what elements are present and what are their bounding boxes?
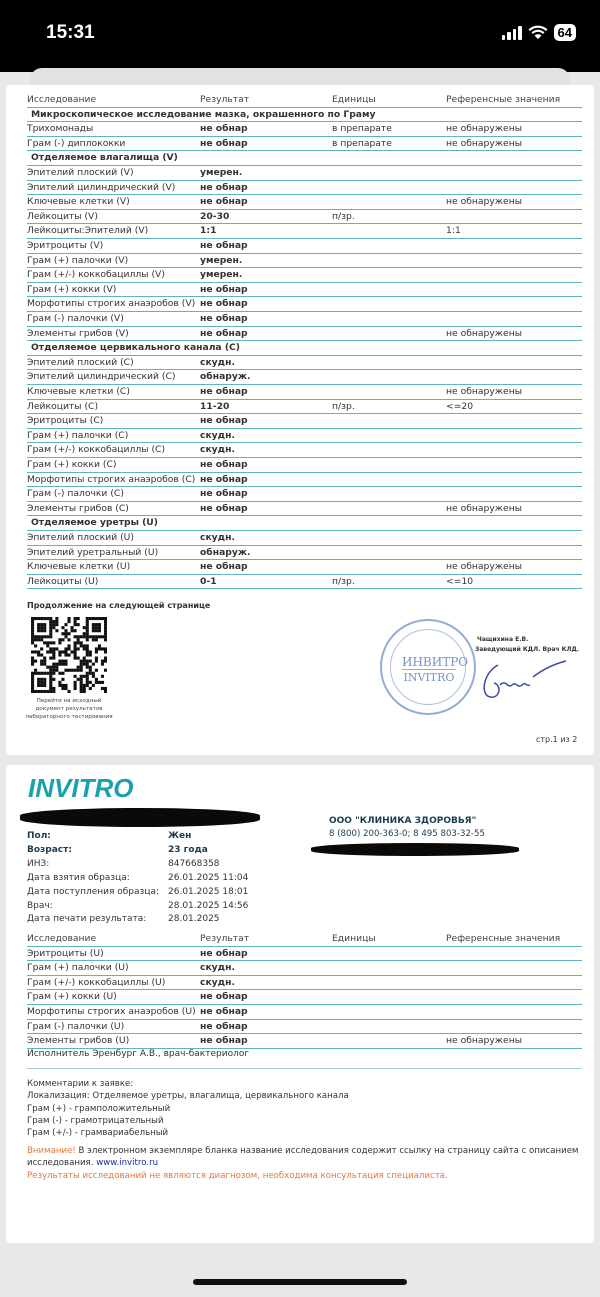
cell: скудн.: [200, 429, 235, 441]
cell: не обнар: [200, 181, 248, 193]
table-row: [27, 181, 582, 196]
comment-line: Комментарии к заявке:: [27, 1079, 134, 1089]
cell: Эпителий плоский (C): [27, 356, 134, 368]
table-header: [27, 932, 582, 947]
info-label: Возраст:: [27, 844, 72, 855]
cell: скудн.: [200, 356, 235, 368]
cell: не обнар: [200, 561, 248, 573]
cell: Грам (+) кокки (U): [27, 991, 117, 1003]
executor: Исполнитель Эренбург А.В., врач-бактериолог: [27, 1049, 250, 1059]
cell: 11-20: [200, 400, 230, 412]
cell: не обнар: [200, 459, 248, 470]
clinic-phone: 8 (800) 200-363-0; 8 495 803-32-55: [329, 829, 485, 839]
cell: Отделяемое цервикального канала (C): [31, 342, 240, 354]
table-row: [27, 122, 582, 137]
continued-note: Продолжение на следующей странице: [27, 601, 211, 610]
table-row: [27, 575, 582, 590]
cell: скудн.: [200, 444, 235, 456]
cell: не обнаружены: [446, 386, 522, 397]
disclaimer: Результаты исследований не являются диагнозом, необходима консультация специалиста.: [27, 1170, 448, 1181]
table-row: [27, 239, 582, 254]
page-number: стр.1 из 2: [536, 735, 578, 744]
cell: скудн.: [200, 962, 235, 974]
cell: Грам (+/-) коккобациллы (U): [27, 976, 166, 988]
info-label: Дата поступления образца:: [27, 886, 159, 897]
warning-label: Внимание!: [27, 1146, 76, 1156]
cell: Лейкоциты (U): [27, 575, 99, 587]
section-row: [27, 151, 582, 166]
cell: Единицы: [332, 933, 376, 944]
table-row: [27, 502, 582, 517]
cell: Отделяемое уретры (U): [31, 517, 158, 529]
clock: 15:31: [46, 22, 95, 43]
cell: Трихомонады: [27, 123, 94, 135]
info-value: 26.01.2025 11:04: [168, 872, 249, 883]
cell: <=20: [446, 400, 474, 412]
table-row: [27, 1034, 582, 1049]
cell: не обнар: [200, 137, 248, 149]
stamp: ИНВИТРО INVITRO: [380, 619, 476, 715]
cell: Результат: [200, 94, 250, 105]
cell: не обнар: [200, 488, 248, 500]
cell: 0-1: [200, 575, 217, 587]
table-row: [27, 1005, 582, 1020]
wifi-icon: [528, 25, 548, 40]
cell: Ключевые клетки (U): [27, 561, 131, 573]
comment-line: Грам (-) - грамотрицательный: [27, 1115, 164, 1126]
signature: [478, 655, 568, 705]
cell: Грам (+) кокки (C): [27, 459, 117, 470]
cell: Грам (-) палочки (U): [27, 1020, 125, 1032]
table-row: [27, 370, 582, 385]
table-row: [27, 166, 582, 181]
clinic-name: ООО "КЛИНИКА ЗДОРОВЬЯ": [329, 816, 477, 826]
cell: не обнаружены: [446, 137, 522, 149]
section-row: [27, 341, 582, 356]
cell: 1:1: [446, 225, 461, 237]
table-row: [27, 327, 582, 342]
cell: не обнар: [200, 313, 248, 324]
cell: Микроскопическое исследование мазка, окрашенного по Граму: [31, 108, 376, 120]
page-1: [6, 85, 594, 755]
table-header: [27, 93, 582, 108]
cell: Грам (+) палочки (V): [27, 254, 129, 266]
table-row: [27, 429, 582, 444]
page-2: [6, 765, 594, 1243]
cell: Ключевые клетки (C): [27, 386, 130, 397]
cell: не обнар: [200, 123, 248, 135]
info-value: 23 года: [168, 844, 208, 855]
cell: Результат: [200, 933, 250, 944]
info-value: 847668358: [168, 858, 220, 869]
cell: п/зр.: [332, 400, 355, 412]
table-row: [27, 976, 582, 991]
cell: Эритроциты (C): [27, 415, 104, 427]
cell: Лейкоциты:Эпителий (V): [27, 225, 149, 237]
cell: Эпителий уретральный (U): [27, 546, 159, 558]
cell: Элементы грибов (U): [27, 1035, 130, 1047]
redaction: [20, 808, 260, 827]
cell: Эритроциты (V): [27, 240, 104, 251]
cell: 20-30: [200, 210, 230, 222]
cell: не обнаружены: [446, 1035, 522, 1047]
cell: скудн.: [200, 532, 235, 543]
status-bar: [0, 0, 600, 72]
info-label: Дата печати результата:: [27, 914, 147, 925]
cell: Грам (-) диплококки: [27, 137, 126, 149]
cell: умерен.: [200, 269, 243, 281]
table-row: [27, 414, 582, 429]
cell: в препарате: [332, 123, 392, 135]
cell: п/зр.: [332, 575, 355, 587]
comment-line: Локализация: Отделяемое уретры, влагалища, цервикального канала: [27, 1091, 349, 1102]
info-value: 28.01.2025: [168, 914, 220, 925]
table-row: [27, 443, 582, 458]
signal-icon: [502, 25, 522, 40]
cell: Морфотипы строгих анаэробов (C): [27, 473, 196, 485]
table-row: [27, 546, 582, 561]
table-row: [27, 531, 582, 546]
invitro-link[interactable]: www.invitro.ru: [96, 1158, 159, 1169]
info-value: 26.01.2025 18:01: [168, 886, 249, 897]
table-row: [27, 473, 582, 488]
info-label: ИНЗ:: [27, 858, 50, 869]
cell: не обнаружены: [446, 196, 522, 208]
battery-icon: 64: [554, 24, 576, 41]
home-indicator[interactable]: [193, 1279, 407, 1285]
table-row: [27, 224, 582, 239]
cell: не обнар: [200, 327, 248, 339]
cell: не обнар: [200, 991, 248, 1003]
warning-text-2: исследования.: [27, 1158, 97, 1169]
cell: Эритроциты (U): [27, 947, 104, 959]
info-value: 28.01.2025 14:56: [168, 900, 249, 911]
cell: Лейкоциты (V): [27, 210, 98, 222]
cell: <=10: [446, 575, 474, 587]
cell: не обнар: [200, 386, 248, 397]
qr-caption: лабораторного тестирования: [25, 714, 113, 720]
invitro-logo: INVITRO: [28, 773, 134, 803]
cell: Эпителий плоский (U): [27, 532, 134, 543]
cell: умерен.: [200, 167, 243, 178]
cell: Грам (-) палочки (V): [27, 313, 124, 324]
cell: не обнар: [200, 283, 248, 295]
table-row: [27, 947, 582, 962]
qr-caption: документ результатов: [35, 706, 103, 712]
table-row: [27, 268, 582, 283]
cell: умерен.: [200, 254, 243, 266]
table-row: [27, 195, 582, 210]
cell: не обнар: [200, 1020, 248, 1032]
cell: не обнар: [200, 947, 248, 959]
table-row: [27, 283, 582, 298]
cell: Референсные значения: [446, 94, 561, 105]
comment-line: Грам (+/-) - грамвариабельный: [27, 1128, 169, 1139]
cell: Эпителий цилиндрический (V): [27, 181, 176, 193]
warning-text: В электронном экземпляре бланка название исследования содержит ссылку на страницу сайта с описанием: [75, 1146, 579, 1156]
cell: Лейкоциты (C): [27, 400, 99, 412]
cell: Морфотипы строгих анаэробов (V): [27, 298, 196, 310]
signer-title: Заведующий КДЛ. Врач КЛД.: [475, 646, 580, 653]
info-value: Жен: [168, 831, 192, 841]
table-row: [27, 961, 582, 976]
cell: Грам (+) палочки (C): [27, 429, 129, 441]
cell: не обнаружены: [446, 561, 522, 573]
cell: не обнар: [200, 1006, 248, 1017]
table-row: [27, 385, 582, 400]
info-label: Дата взятия образца:: [27, 872, 130, 883]
table-row: [27, 990, 582, 1005]
table-row: [27, 1020, 582, 1035]
cell: не обнар: [200, 196, 248, 208]
info-label: Пол:: [27, 831, 51, 841]
cell: п/зр.: [332, 210, 355, 222]
table-row: [27, 400, 582, 415]
cell: не обнар: [200, 298, 248, 310]
cell: в препарате: [332, 137, 392, 149]
cell: не обнар: [200, 240, 248, 251]
table-row: [27, 487, 582, 502]
cell: не обнар: [200, 502, 248, 514]
table-row: [27, 356, 582, 371]
cell: Грам (-) палочки (C): [27, 488, 124, 500]
cell: Эпителий цилиндрический (C): [27, 371, 176, 383]
cell: не обнар: [200, 473, 248, 485]
table-row: [27, 254, 582, 269]
cell: не обнар: [200, 1035, 248, 1047]
cell: Грам (+/-) коккобациллы (C): [27, 444, 166, 456]
table-row: [27, 560, 582, 575]
cell: Грам (+/-) коккобациллы (V): [27, 269, 165, 281]
cell: Эпителий плоский (V): [27, 167, 134, 178]
qr-code[interactable]: [31, 617, 107, 693]
cell: Референсные значения: [446, 933, 561, 944]
cell: Грам (+) кокки (V): [27, 283, 117, 295]
cell: Исследование: [27, 94, 97, 105]
redaction: [311, 843, 519, 856]
cell: обнаруж.: [200, 371, 251, 383]
cell: не обнаружены: [446, 123, 522, 135]
cell: Отделяемое влагалища (V): [31, 152, 178, 164]
section-row: [27, 516, 582, 531]
signer-name: Чащихина Е.В.: [477, 636, 529, 643]
cell: скудн.: [200, 976, 235, 988]
cell: Грам (+) палочки (U): [27, 962, 129, 974]
cell: Ключевые клетки (V): [27, 196, 130, 208]
cell: Элементы грибов (V): [27, 327, 129, 339]
qr-caption: Перейти на исходный: [36, 698, 102, 704]
table-row: [27, 137, 582, 152]
comment-line: Грам (+) - грамположительный: [27, 1103, 171, 1114]
table-row: [27, 312, 582, 327]
cell: Элементы грибов (C): [27, 502, 129, 514]
info-label: Врач:: [27, 900, 53, 911]
table-row: [27, 458, 582, 473]
cell: не обнаружены: [446, 327, 522, 339]
cell: Морфотипы строгих анаэробов (U): [27, 1006, 196, 1017]
table-row: [27, 210, 582, 225]
cell: 1:1: [200, 225, 217, 237]
cell: Единицы: [332, 94, 376, 105]
table-row: [27, 297, 582, 312]
cell: не обнаружены: [446, 502, 522, 514]
cell: обнаруж.: [200, 546, 251, 558]
section-row: [27, 108, 582, 123]
cell: не обнар: [200, 415, 248, 427]
cell: Исследование: [27, 933, 97, 944]
